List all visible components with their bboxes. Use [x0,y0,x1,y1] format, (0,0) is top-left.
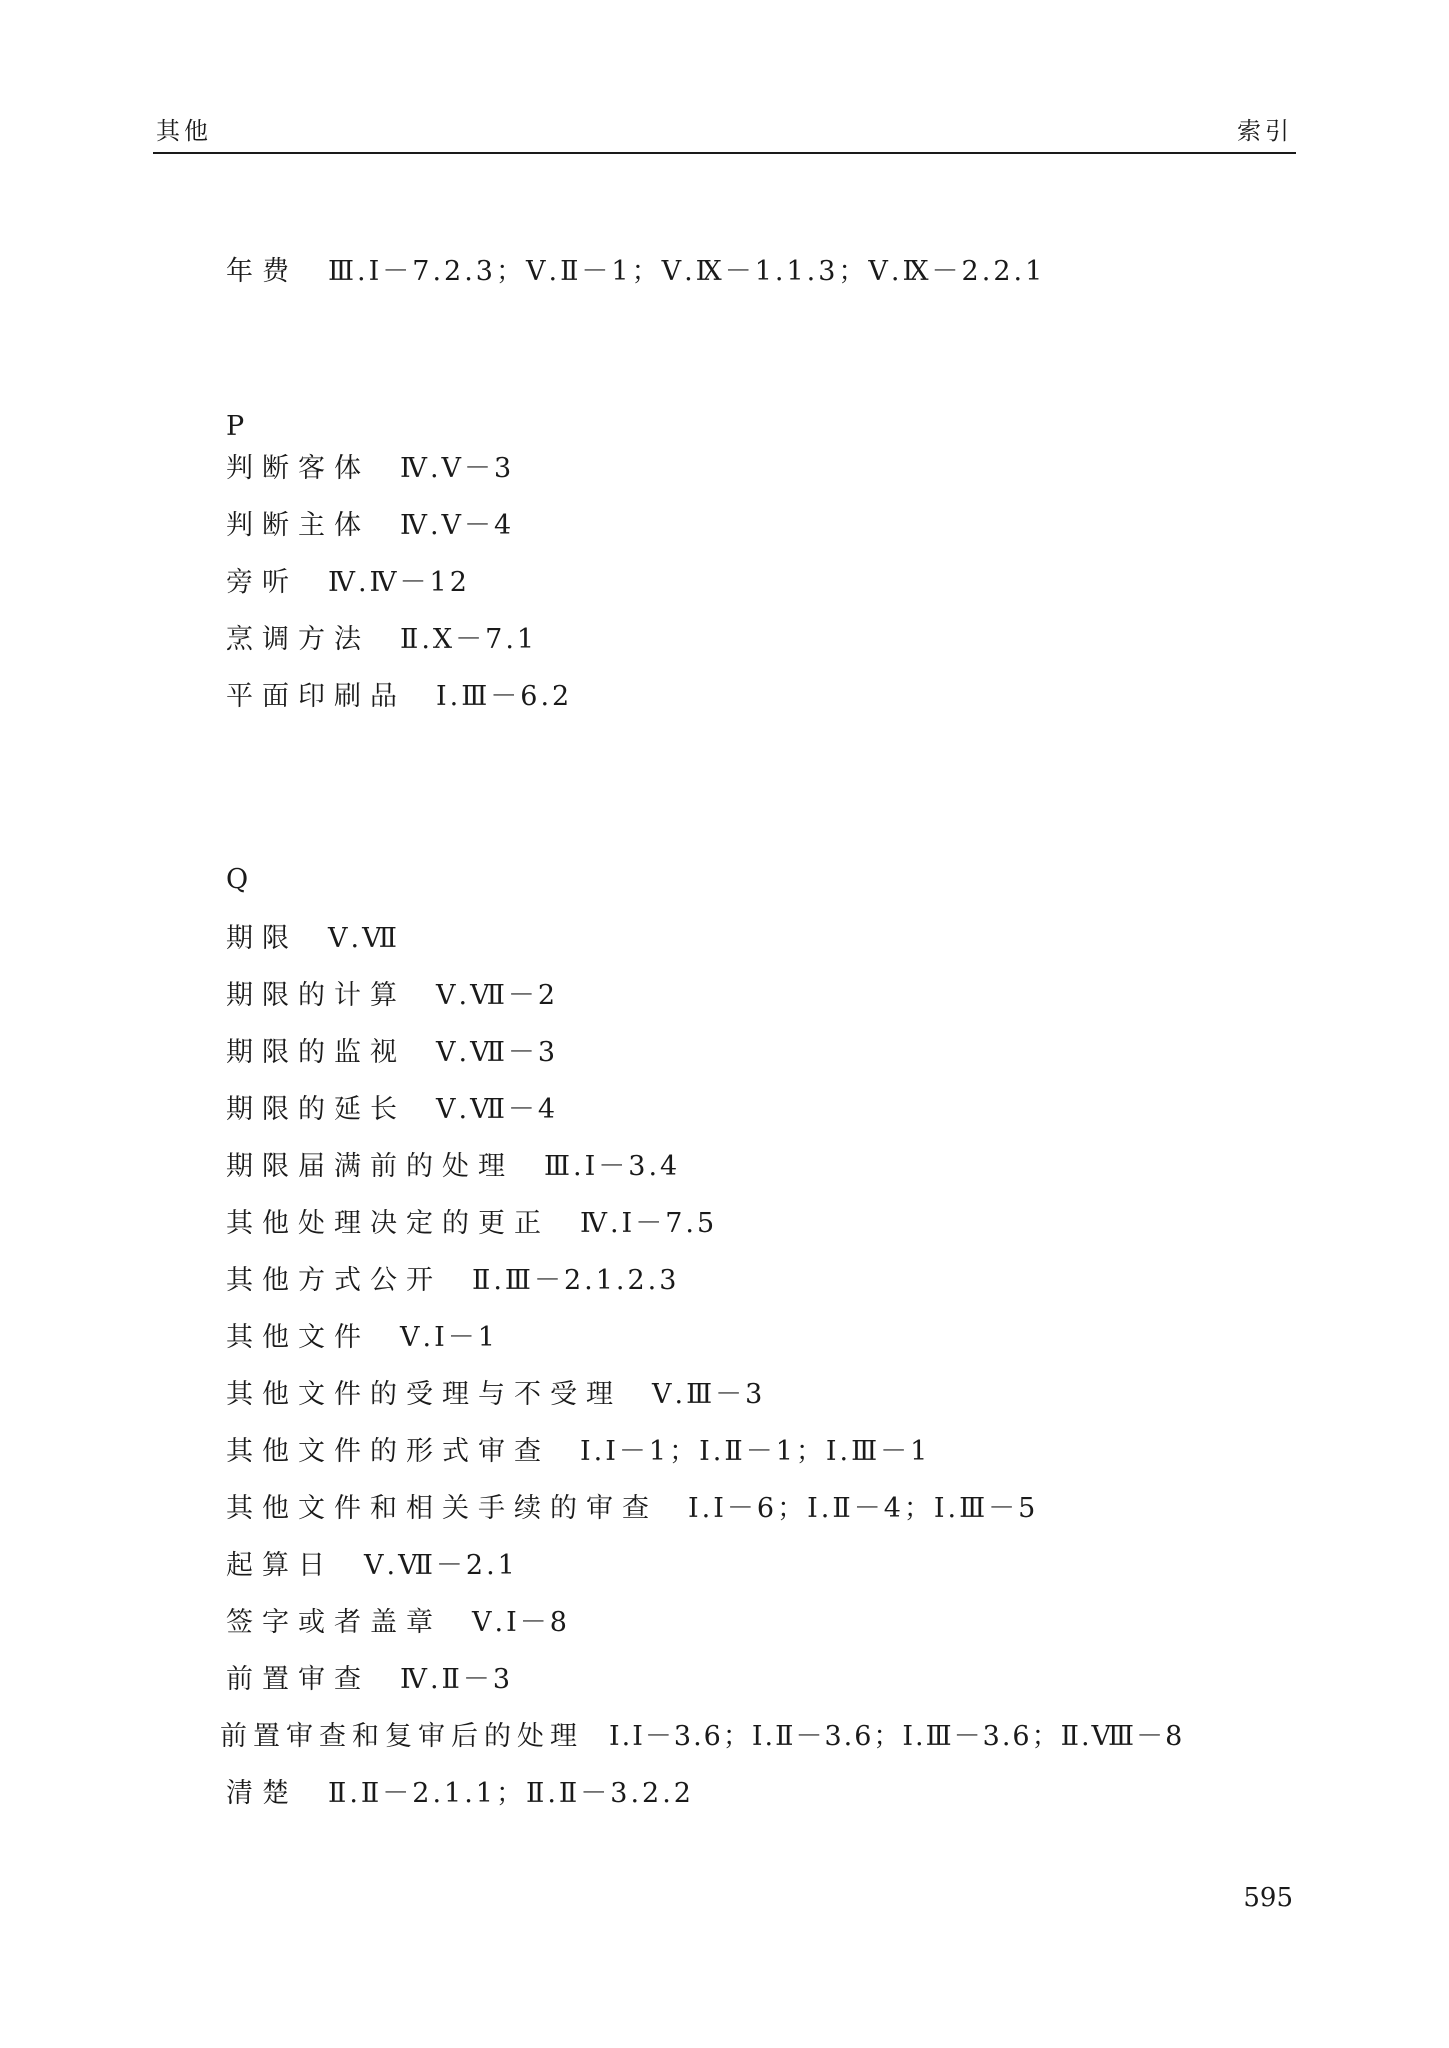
index-reference: Ⅰ.Ⅰ－3.6；Ⅰ.Ⅱ－3.6；Ⅰ.Ⅲ－3.6；Ⅱ.Ⅷ－8 [609,1721,1185,1752]
index-term: 起算日 [226,1550,334,1581]
index-term: 前置审查和复审后的处理 [220,1721,583,1752]
index-term: 期限的监视 [226,1037,406,1068]
index-term: 判断客体 [226,453,370,484]
index-reference: Ⅳ.Ⅳ－12 [328,567,470,598]
index-reference: Ⅲ.Ⅰ－7.2.3；Ⅴ.Ⅱ－1；Ⅴ.Ⅸ－1.1.3；Ⅴ.Ⅸ－2.2.1 [328,256,1046,287]
index-reference: Ⅳ.Ⅰ－7.5 [580,1208,718,1239]
index-entry [226,1549,518,1583]
index-term: 其他文件 [226,1322,370,1353]
section-letter-q: Q [226,864,249,895]
index-reference: Ⅰ.Ⅰ－6；Ⅰ.Ⅱ－4；Ⅰ.Ⅲ－5 [688,1493,1039,1524]
index-reference: Ⅴ.Ⅲ－3 [652,1379,766,1410]
index-reference: Ⅴ.Ⅰ－1 [400,1322,498,1353]
index-term: 其他方式公开 [226,1265,442,1296]
index-entry [226,623,537,657]
index-entry [226,1036,558,1070]
index-entry [226,509,514,543]
index-reference: Ⅰ.Ⅰ－1；Ⅰ.Ⅱ－1；Ⅰ.Ⅲ－1 [580,1436,931,1467]
index-entry [226,1777,694,1811]
index-term: 其他文件的形式审查 [226,1436,550,1467]
index-entry [226,1606,570,1640]
index-reference: Ⅳ.Ⅴ－4 [400,510,515,541]
index-reference: Ⅱ.Ⅱ－2.1.1；Ⅱ.Ⅱ－3.2.2 [328,1778,694,1809]
index-entry [226,1435,930,1469]
running-header-right: 索引 [1237,117,1293,145]
index-entry [226,1207,717,1241]
index-term: 其他文件的受理与不受理 [226,1379,622,1410]
header-rule [153,152,1296,154]
index-term: 期限的计算 [226,980,406,1011]
index-entry [226,1093,558,1127]
index-reference: Ⅴ.Ⅶ [328,923,400,954]
index-term: 期限届满前的处理 [226,1151,514,1182]
index-entry [226,1663,513,1697]
index-reference: Ⅳ.Ⅴ－3 [400,453,515,484]
index-reference: Ⅴ.Ⅰ－8 [472,1607,570,1638]
index-entry [226,680,572,714]
index-reference: Ⅴ.Ⅶ－2.1 [364,1550,518,1581]
section-letter-p: P [226,411,245,442]
index-reference: Ⅰ.Ⅲ－6.2 [436,681,573,712]
index-entry [226,979,558,1013]
index-reference: Ⅱ.Ⅲ－2.1.2.3 [472,1265,680,1296]
index-reference: Ⅴ.Ⅶ－3 [436,1037,559,1068]
index-reference: Ⅴ.Ⅶ－2 [436,980,559,1011]
index-term: 年费 [226,256,298,287]
index-term: 期限的延长 [226,1094,406,1125]
index-entry [226,255,1045,289]
index-entry [226,1264,679,1298]
index-term: 旁听 [226,567,298,598]
index-term: 平面印刷品 [226,681,406,712]
running-header-left: 其他 [156,117,212,145]
index-entry [226,1492,1038,1526]
index-entry [226,566,470,600]
index-term: 签字或者盖章 [226,1607,442,1638]
index-term: 前置审查 [226,1664,370,1695]
index-term: 期限 [226,923,298,954]
index-entry [226,452,514,486]
index-term: 其他处理决定的更正 [226,1208,550,1239]
index-entry [226,922,400,956]
index-term: 烹调方法 [226,624,370,655]
index-reference: Ⅲ.Ⅰ－3.4 [544,1151,681,1182]
index-reference: Ⅳ.Ⅱ－3 [400,1664,514,1695]
index-entry [226,1321,498,1355]
index-term: 判断主体 [226,510,370,541]
index-reference: Ⅴ.Ⅶ－4 [436,1094,559,1125]
index-term: 其他文件和相关手续的审查 [226,1493,658,1524]
index-term: 清楚 [226,1778,298,1809]
index-reference: Ⅱ.Ⅹ－7.1 [400,624,538,655]
index-entry [226,1378,765,1412]
index-entry [226,1150,680,1184]
index-entry [220,1720,1184,1754]
page-number: 595 [1243,1883,1293,1913]
